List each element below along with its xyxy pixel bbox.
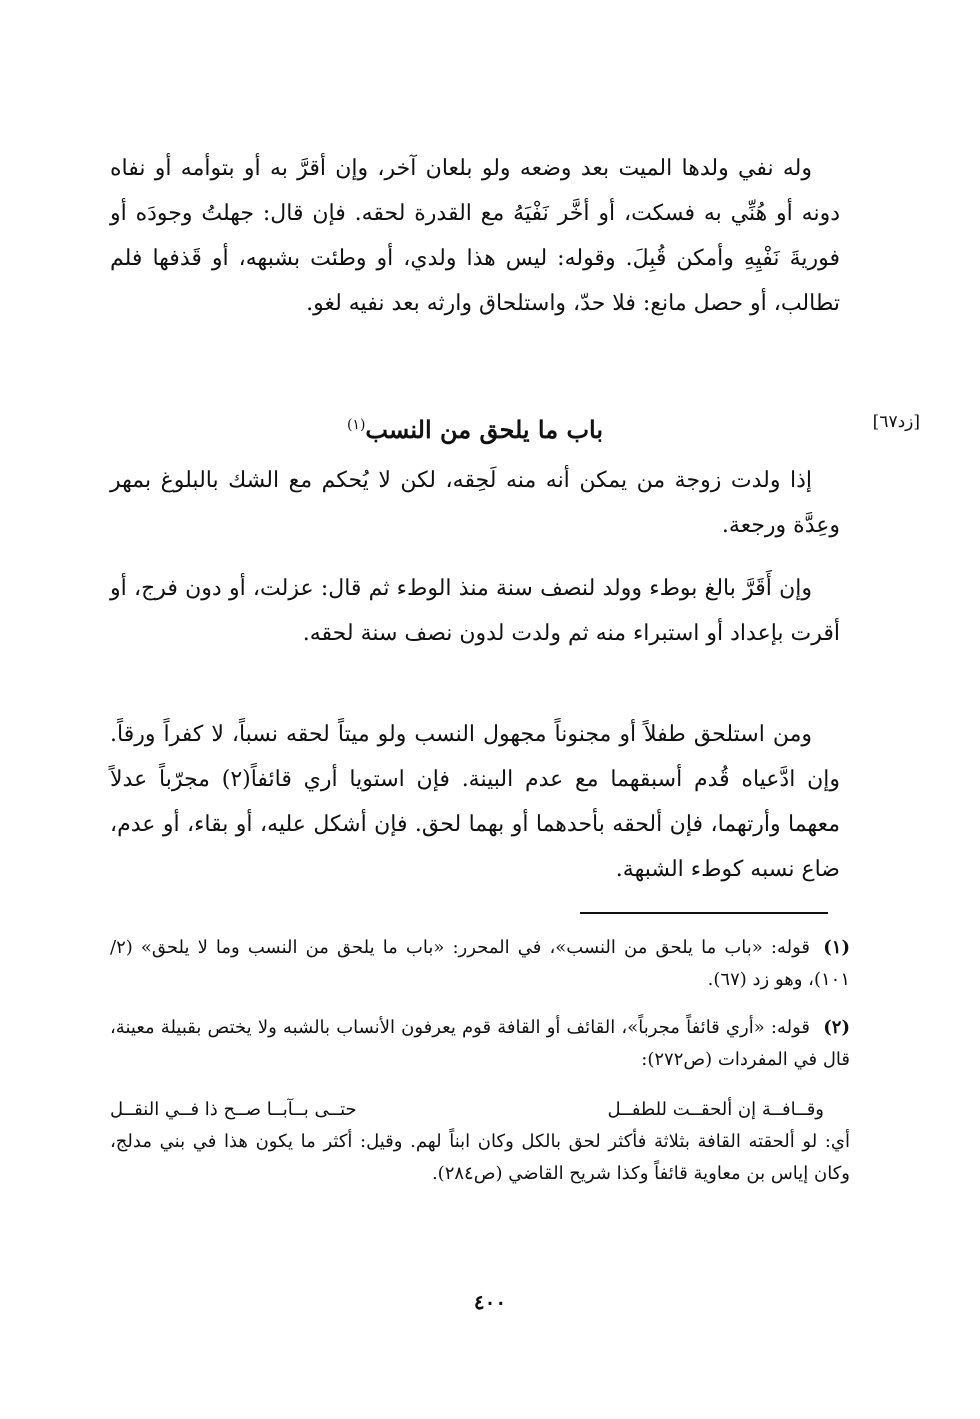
- paragraph-1-text: وله نفي ولدها الميت بعد وضعه ولو بلعان آخر، وإن أقرَّ به أو بتوأمه أو نفاه دونه أو هُنِّي به فسكت، أو أخَّر نَفْيَهُ مع القدرة لحقه. فإن قال: جهلتُ وجودَه أو فوريةَ نَفْيِهِ وأمكن قُبِلَ. وقوله: ليس هذا ولدي، أو وطئت بشبهه، أو قَذفها فلم تطالب، أو حصل مانع: فلا حدّ، واستلحاق وارثه بعد نفيه لغو.: [110, 156, 840, 316]
- section-heading: [110, 400, 840, 455]
- paragraph-2: [110, 458, 840, 548]
- paragraph-2-text: إذا ولدت زوجة من يمكن أنه منه لَحِقه، لكن لا يُحكم مع الشك بالبلوغ بمهر وعِدَّة ورجعة.: [110, 468, 840, 538]
- footnote-divider: [580, 912, 828, 914]
- footnote-2-number: (٢): [823, 1017, 850, 1038]
- footnote-ref-1: (١): [346, 417, 366, 433]
- poem-hemistich-2: حتــى بــآبــا صــح ذا فــي النقــل: [110, 1099, 357, 1120]
- footnote-1-text: قوله: «باب ما يلحق من النسب»، في المحرر: «باب ما يلحق من النسب وما لا يلحق» (٢/ ١٠١)، وهو زد (٦٧).: [110, 937, 850, 990]
- footnote-2-continuation: [110, 1126, 850, 1190]
- poem-verse: [110, 1094, 824, 1126]
- footnote-2-text: قوله: «أري قائفاً مجرباً»، القائف أو القافة قوم يعرفون الأنساب بالشبه ولا يختص بقبيلة معينة، قال في المفردات (ص٢٧٢):: [110, 1017, 850, 1070]
- footnote-1: [110, 932, 850, 996]
- margin-reference: [زد٦٧]: [872, 412, 920, 432]
- footnote-2: [110, 1012, 850, 1076]
- footnote-2-continuation-text: أي: لو ألحقته القافة بثلاثة فأكثر لحق بالكل وكان ابناً لهم. وقيل: أكثر ما يكون هذا في بني مدلج، وكان إياس بن معاوية قائفاً وكذا شريح القاضي (ص٢٨٤).: [110, 1131, 850, 1184]
- paragraph-3-text: وإن أَقَرَّ بالغ بوطء وولد لنصف سنة منذ الوطء ثم قال: عزلت، أو دون فرج، أو أقرت بإعداد أو استبراء منه ثم ولدت لدون نصف سنة لحقه.: [110, 576, 840, 646]
- paragraph-4-text: ومن استلحق طفلاً أو مجنوناً مجهول النسب ولو ميتاً لحقه نسباً، لا كفراً ورقاً. وإن ادَّعياه قُدم أسبقهما مع عدم البينة. فإن استويا أري قائفاً(٢) مجرّباً عدلاً معهما وأرتهما، فإن ألحقه بأحدهما أو بهما لحق. فإن أشكل عليه، أو بقاء، أو عدم، ضاع نسبه كوطء الشبهة.: [110, 722, 841, 882]
- paragraph-1: [110, 146, 840, 326]
- paragraph-4: [110, 712, 840, 892]
- paragraph-3: [110, 566, 840, 656]
- poem-hemistich-1: وقــافــة إن ألحقــت للطفــل: [607, 1099, 824, 1120]
- page-number: ٤٠٠: [473, 1290, 507, 1314]
- footnote-1-number: (١): [823, 937, 850, 958]
- section-title: باب ما يلحق من النسب: [365, 415, 604, 444]
